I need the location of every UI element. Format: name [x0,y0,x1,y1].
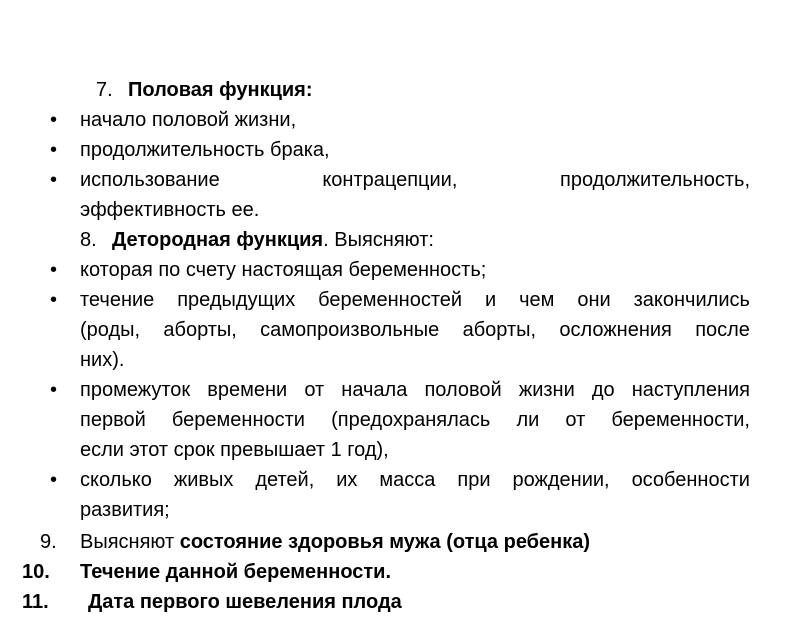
word: от [304,379,325,401]
word: наступления [631,379,750,401]
list-item-text: продолжительность брака, [80,139,330,161]
list-item [0,465,800,495]
section-number: 7. [96,79,113,101]
section-title-rest: . Выясняют: [323,229,434,251]
list-item [0,255,800,285]
word: до [591,379,615,401]
word: первой [80,409,146,431]
numbered-item-11 [0,587,800,617]
word: аборты, [163,319,237,341]
list-item [0,375,800,405]
bullet-icon: • [50,259,58,281]
word: детей, [255,469,315,491]
word: времени [207,379,288,401]
word: ли [516,409,540,431]
word: беременности, [611,409,750,431]
word: течение [80,289,155,311]
list-item-text: них). [80,349,125,371]
list-item-continuation [0,435,800,465]
item-number: 11. [22,591,49,613]
list-item-text: эффективность ее. [80,199,260,221]
list-item-text: начало половой жизни, [80,109,297,131]
numbered-item-9 [0,527,800,557]
word: особенности [631,469,750,491]
word: продолжительность, [560,169,750,191]
list-item-continuation [0,315,800,345]
list-item-text [80,405,750,435]
list-item-text: если этот срок превышает 1 год), [80,439,389,461]
list-item-continuation [0,405,800,435]
bullet-icon: • [50,109,58,131]
word: (предохранялась [331,409,491,431]
word: рождении, [512,469,610,491]
word: живых [173,469,234,491]
word: масса [379,469,436,491]
section-7-heading [0,75,800,105]
bullet-icon: • [50,289,58,311]
word: при [457,469,491,491]
item-text-bold: состояние здоровья мужа (отца ребенка) [179,531,591,553]
word: чем [519,289,555,311]
bullet-icon: • [50,169,58,191]
section-number: 8. [80,229,97,251]
item-text: Дата первого шевеления плода [88,591,402,613]
word: осложнения [559,319,672,341]
list-item-text: развития; [80,499,170,521]
word: (роды, [80,319,141,341]
list-item [0,105,800,135]
section-title: Детородная функция [112,229,324,251]
word: беременности [171,409,305,431]
item-text: Течение данной беременности. [80,561,392,583]
word: после [695,319,750,341]
word: предыдущих [177,289,296,311]
list-item-continuation [0,495,800,525]
list-item [0,165,800,195]
bullet-icon: • [50,469,58,491]
list-item [0,285,800,315]
word: жизни [518,379,575,401]
word: они [577,289,611,311]
bullet-icon: • [50,379,58,401]
word: начала [341,379,408,401]
list-item-text [80,465,750,495]
list-item-continuation [0,195,800,225]
word: использование [80,169,220,191]
list-item-text [80,315,750,345]
section-8-heading [0,225,800,255]
item-number: 10. [22,561,50,583]
word: беременностей [318,289,463,311]
word: закончились [633,289,750,311]
word: от [565,409,586,431]
item-number: 9. [40,531,57,553]
word: и [485,289,497,311]
list-item-text [80,375,750,405]
word: самопроизвольные [260,319,440,341]
bullet-icon: • [50,139,58,161]
list-item-text: которая по счету настоящая беременность; [80,259,487,281]
list-item-text [80,165,750,195]
item-text: Выясняют [80,531,180,553]
word: половой [424,379,502,401]
numbered-item-10 [0,557,800,587]
word: их [336,469,358,491]
list-item-text [80,285,750,315]
word: сколько [80,469,152,491]
word: аборты, [462,319,537,341]
section-title: Половая функция: [128,79,313,101]
list-item [0,135,800,165]
word: контрацепции, [322,169,458,191]
list-item-continuation [0,345,800,375]
word: промежуток [80,379,191,401]
